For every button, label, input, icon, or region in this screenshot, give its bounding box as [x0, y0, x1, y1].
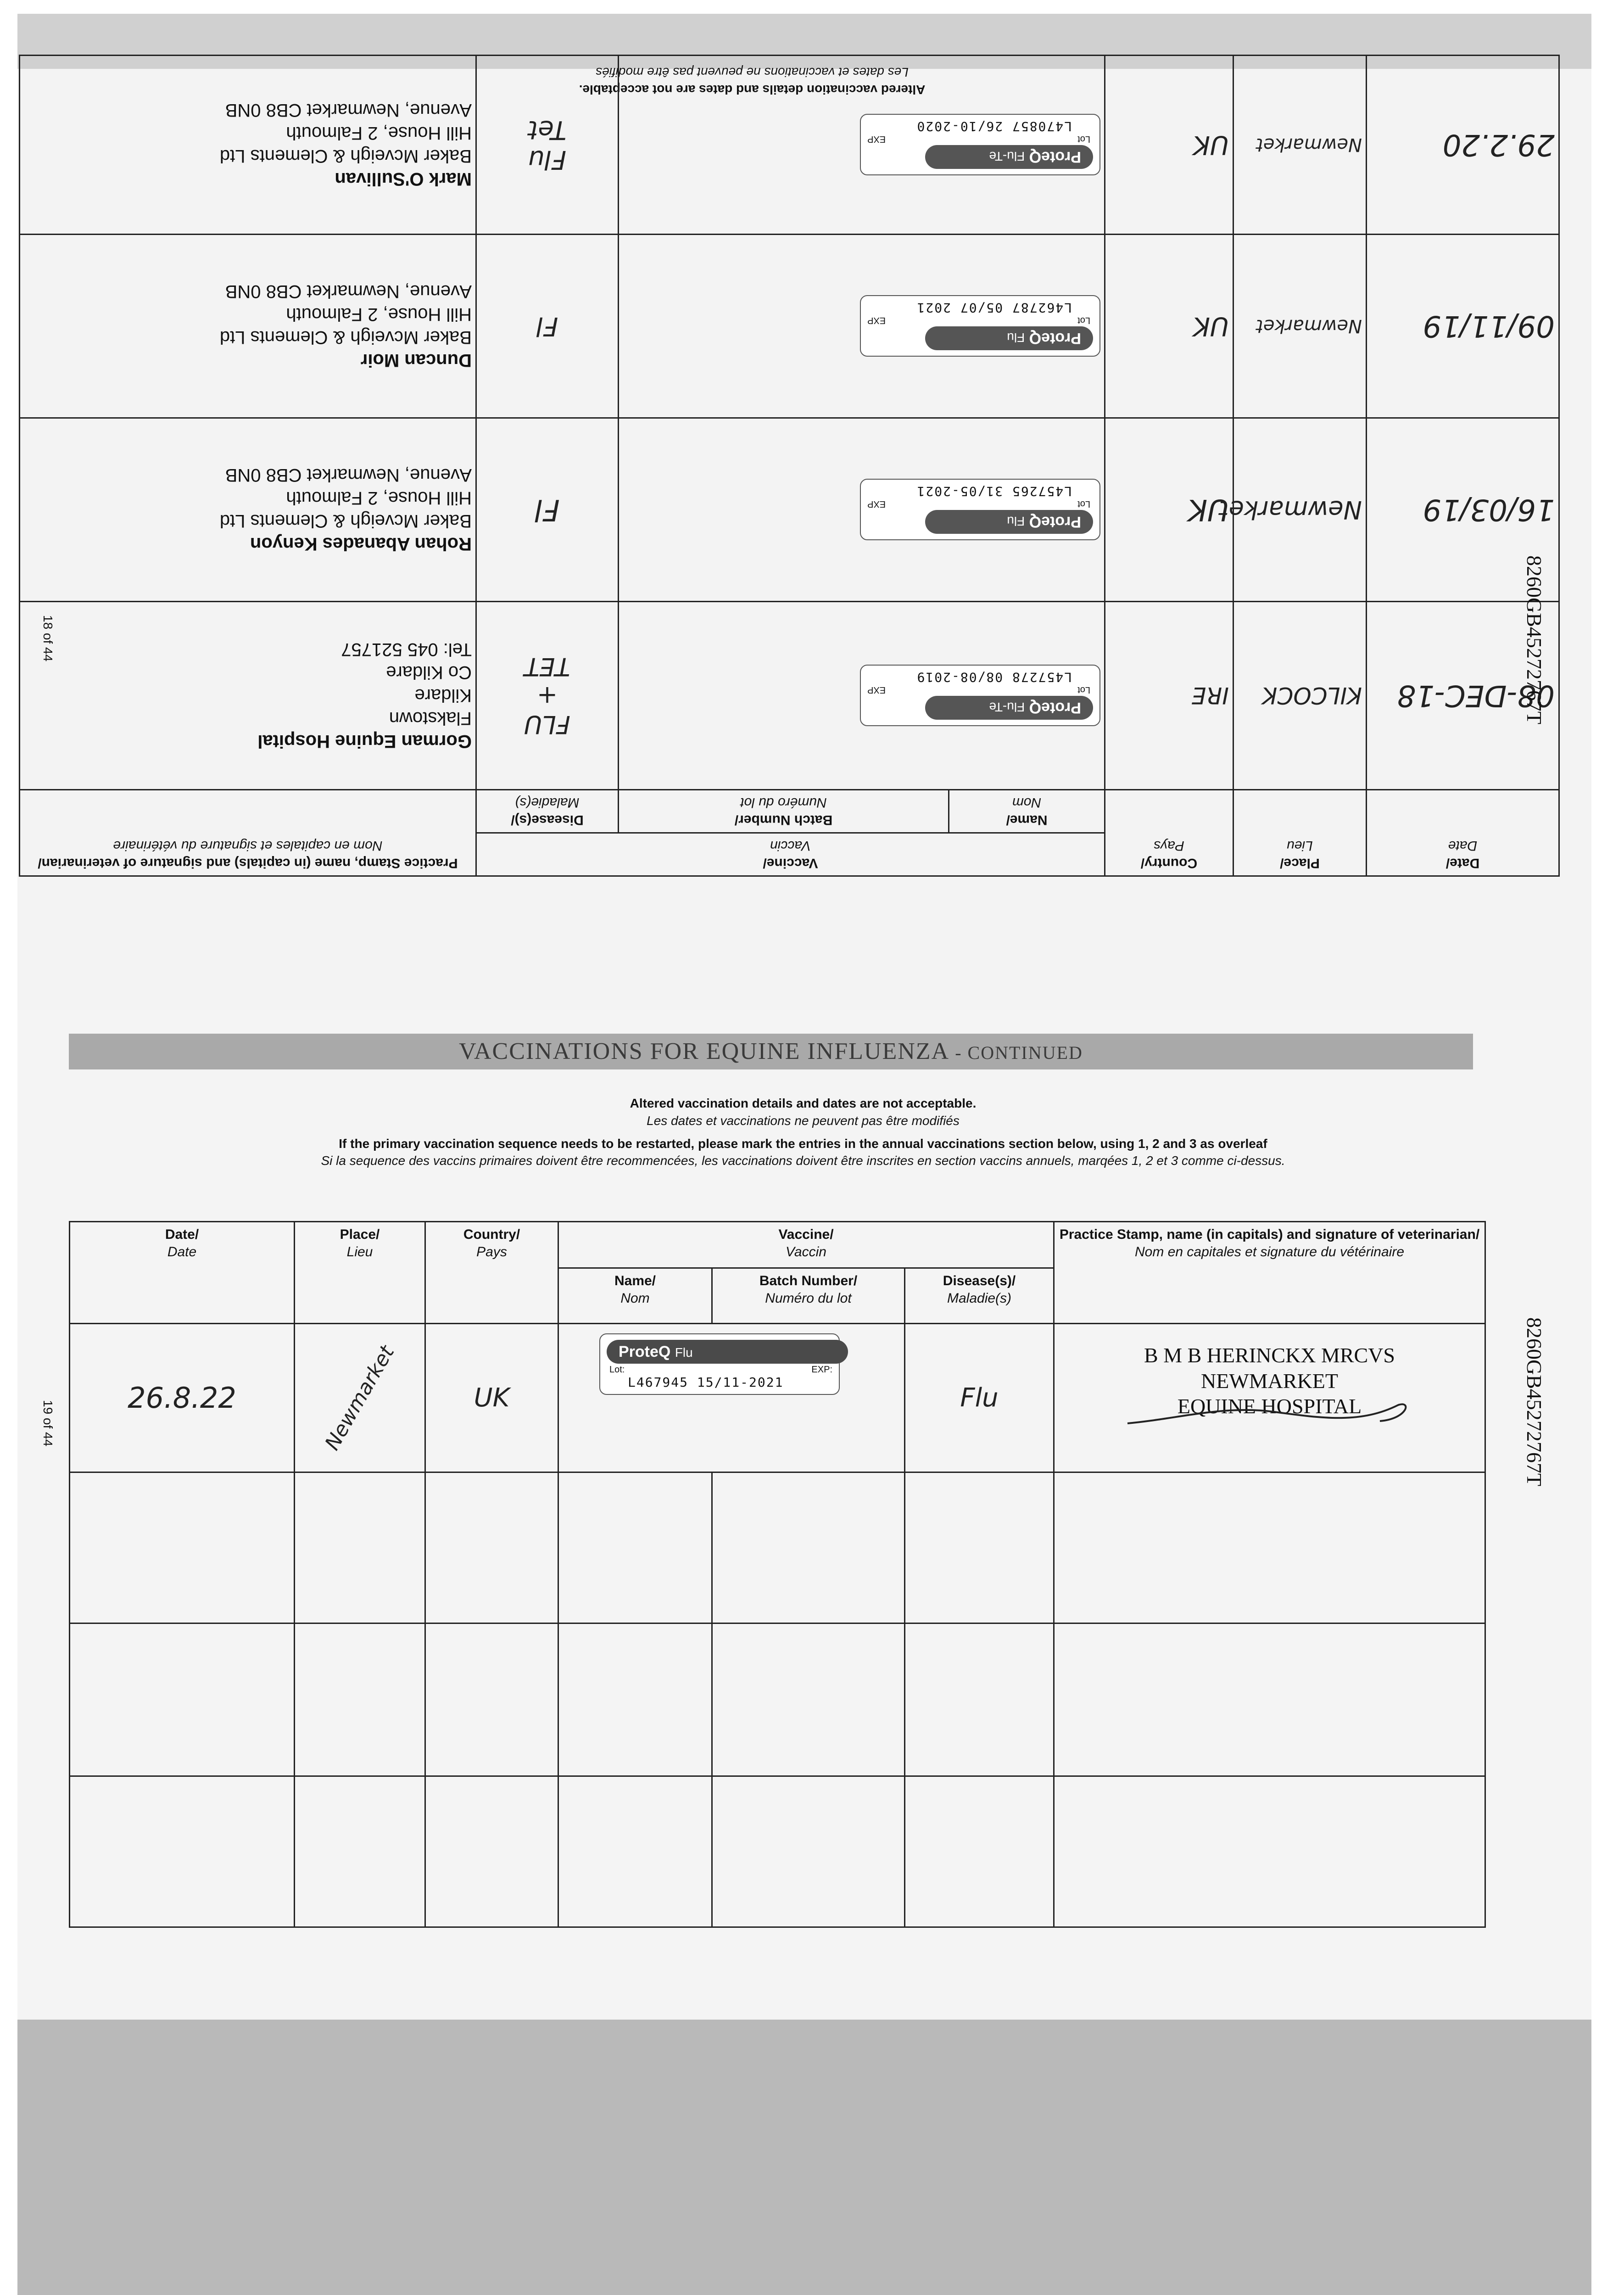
cell-place: Newmarket [1233, 418, 1367, 602]
header-date: Date/ Date [1367, 790, 1559, 876]
table-row [19, 418, 1559, 602]
page-18-vaccination-table [19, 55, 1560, 877]
cell-disease: Fl [476, 235, 618, 418]
header-place: Place/ Lieu [295, 1222, 425, 1324]
cell-practice-stamp: Duncan Moir Baker Mcveigh & Clements Ltd Hill House, 2 Falmouth Avenue, Newmarket CB8 0NB [19, 235, 476, 418]
header-date: Date/ Date [70, 1222, 295, 1324]
exp-label: EXP [867, 134, 886, 145]
vaccine-brand: ProteQ Flu [925, 327, 1093, 351]
notice-fr: Les dates et vaccinations ne peuvent pas être modifiés [647, 1113, 960, 1128]
table-row [70, 1324, 1485, 1472]
restart-notice-fr: Si la sequence des vaccins primaires doivent être recommencées, les vaccinations doivent être inscrites en section vaccins annuels, marqées 1, 2 et 3 comme ci-dessus. [321, 1153, 1285, 1168]
cell-country: UK [1105, 235, 1233, 418]
page-18 [0, 0, 1624, 1033]
table-row-empty [70, 1472, 1485, 1623]
lot-label: Lot: [609, 1365, 625, 1375]
vaccine-brand: ProteQ Flu-Te [925, 146, 1093, 169]
cell-place [295, 1324, 425, 1472]
batch-number: L457278 08/08-2019 [916, 670, 1072, 685]
header-vaccine: Vaccine/ Vaccin [558, 1222, 1054, 1268]
batch-number: L467945 15/11-2021 [628, 1375, 784, 1390]
lot-label: Lot [1077, 685, 1090, 695]
cell-vaccine-label [619, 602, 1105, 790]
banner-suffix: - CONTINUED [955, 1042, 1083, 1063]
page-19-number: 19 of 44 [41, 1400, 55, 1447]
cell-practice-stamp: Mark O'Sullivan Baker Mcveigh & Clements Ltd Hill House, 2 Falmouth Avenue, Newmarket CB8 0NB [19, 56, 476, 235]
vaccine-sticker [599, 1333, 840, 1395]
passport-code-page-19: 8260GB45272767T [1523, 1317, 1546, 1486]
cell-date: 09/11/19 [1367, 235, 1559, 418]
exp-label: EXP [867, 499, 886, 509]
vaccine-brand: ProteQ Flu [607, 1340, 848, 1364]
header-disease: Disease(s)/ Maladie(s) [905, 1268, 1054, 1324]
page-19-banner [69, 1034, 1473, 1069]
cell-practice-stamp: Rohan Abanades Kenyon Baker Mcveigh & Clements Ltd Hill House, 2 Falmouth Avenue, Newmarket CB8 0NB [19, 418, 476, 602]
table-row [19, 602, 1559, 790]
header-batch: Batch Number/ Numéro du lot [619, 790, 949, 833]
cell-place: Newmarket [1233, 56, 1367, 235]
header-name: Name/ Nom [949, 790, 1105, 833]
batch-number: L470857 26/10-2020 [916, 119, 1072, 134]
notice-en: Altered vaccination details and dates are not acceptable. [630, 1096, 977, 1110]
cell-practice-stamp [1054, 1324, 1485, 1472]
place-handwriting: Newmarket [320, 1342, 399, 1455]
header-disease: Disease(s)/ Maladie(s) [476, 790, 618, 833]
restart-notice-en: If the primary vaccination sequence needs to be restarted, please mark the entries in the annual vaccinations section below, using 1, 2 and 3 as overleaf [339, 1136, 1267, 1151]
passport-code-page-18: 8260GB45272767T [1523, 555, 1546, 724]
page-19-vaccination-table [69, 1221, 1486, 1928]
cell-vaccine-label [558, 1324, 905, 1472]
exp-label: EXP [867, 315, 886, 326]
batch-number: L462787 05/07 2021 [916, 300, 1072, 316]
header-country: Country/ Pays [425, 1222, 558, 1324]
cell-date: 26.8.22 [70, 1324, 295, 1472]
cell-date: 08-DEC-18 [1367, 602, 1559, 790]
cell-place: Newmarket [1233, 235, 1367, 418]
lot-label: Lot [1077, 134, 1090, 145]
notice-fr: Les dates et vaccinations ne peuvent pas être modifiés [596, 65, 909, 80]
cell-vaccine-label [619, 56, 1105, 235]
batch-number: L457265 31/05-2021 [916, 484, 1072, 499]
page-19-notice [69, 1095, 1537, 1170]
cell-country: UK [425, 1324, 558, 1472]
vaccine-sticker [860, 665, 1100, 727]
scan-dark-bottom [17, 2020, 1591, 2295]
header-practice-stamp: Practice Stamp, name (in capitals) and signature of veterinarian/ Nom en capitales et signature du vétérinaire [19, 790, 476, 876]
cell-country: UK [1105, 56, 1233, 235]
table-row-empty [70, 1623, 1485, 1776]
header-batch: Batch Number/ Numéro du lot [712, 1268, 905, 1324]
cell-vaccine-label [619, 235, 1105, 418]
table-row-empty [70, 1776, 1485, 1927]
vaccine-sticker [860, 479, 1100, 541]
cell-country: IRE [1105, 602, 1233, 790]
exp-label: EXP [867, 685, 886, 695]
cell-date: 16/03/19 [1367, 418, 1559, 602]
cell-place: KILCOCK [1233, 602, 1367, 790]
exp-label: EXP: [811, 1365, 832, 1375]
page-18-number: 18 of 44 [41, 615, 55, 662]
header-practice-stamp: Practice Stamp, name (in capitals) and signature of veterinarian/ Nom en capitales et signature du vétérinaire [1054, 1222, 1485, 1324]
table-row [19, 235, 1559, 418]
lot-label: Lot [1077, 499, 1090, 509]
cell-date: 29.2.20 [1367, 56, 1559, 235]
vaccine-brand: ProteQ Flu [925, 510, 1093, 534]
vaccine-sticker [860, 114, 1100, 176]
banner-title: VACCINATIONS FOR EQUINE INFLUENZA [459, 1038, 949, 1064]
lot-label: Lot [1077, 315, 1090, 326]
stamp-town: NEWMARKET [1201, 1369, 1338, 1393]
stamp-hospital: EQUINE HOSPITAL [1177, 1394, 1362, 1418]
cell-disease: Flu [905, 1324, 1054, 1472]
header-name: Name/ Nom [558, 1268, 712, 1324]
notice-en: Altered vaccination details and dates are not acceptable. [579, 83, 926, 97]
cell-disease: FLU + TET [476, 602, 618, 790]
table-row [19, 56, 1559, 235]
cell-disease: Fl [476, 418, 618, 602]
cell-country: UK [1105, 418, 1233, 602]
header-vaccine: Vaccine/ Vaccin [476, 833, 1105, 876]
header-country: Country/ Pays [1105, 790, 1233, 876]
cell-practice-stamp: Gorman Equine Hospital Flakstown Kildare Co Kildare Tel: 045 521757 [19, 602, 476, 790]
vaccine-brand: ProteQ Flu-Te [925, 696, 1093, 720]
cell-disease: Flu Tet [476, 56, 618, 235]
stamp-vet-name: B M B HERINCKX MRCVS [1144, 1343, 1395, 1367]
header-place: Place/ Lieu [1233, 790, 1367, 876]
vaccine-sticker [860, 296, 1100, 357]
cell-vaccine-label [619, 418, 1105, 602]
